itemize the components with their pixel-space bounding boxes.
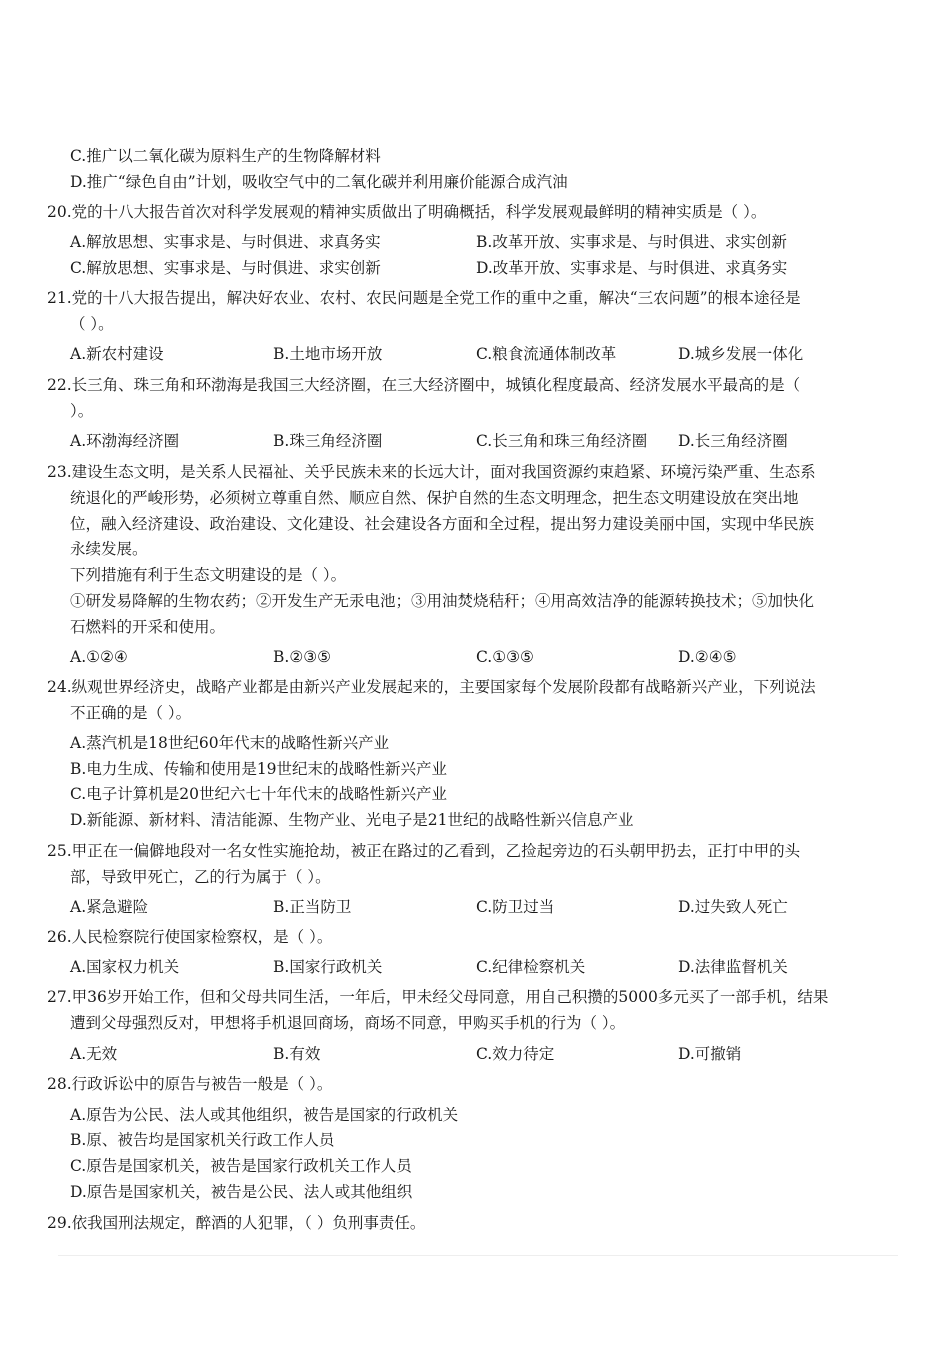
q23-items-line2: 石燃料的开采和使用。 — [70, 618, 226, 636]
q19-option-c: C.推广以二氧化碳为原料生产的生物降解材料 — [70, 147, 381, 165]
q23-stem-line1: 23.建设生态文明，是关系人民福祉、关乎民族未来的长远大计，面对我国资源约束趋紧、环境污染严重、生态系 — [47, 463, 816, 481]
q22-stem-line2: ）。 — [70, 402, 94, 420]
q27-option-b: B.有效 — [273, 1045, 321, 1063]
q25-option-b: B.正当防卫 — [273, 898, 352, 916]
q19-option-d: D.推广“绿色自由”计划，吸收空气中的二氧化碳并利用廉价能源合成汽油 — [70, 173, 568, 191]
q25-option-a: A.紧急避险 — [70, 898, 149, 916]
q28-option-d: D.原告是国家机关，被告是公民、法人或其他组织 — [70, 1183, 413, 1201]
q27-stem-line2: 遭到父母强烈反对，甲想将手机退回商场，商场不同意，甲购买手机的行为（ ）。 — [70, 1014, 626, 1032]
q23-option-a: A.①②④ — [70, 648, 128, 666]
q23-stem-line4: 永续发展。 — [70, 540, 148, 558]
q23-option-d: D.②④⑤ — [678, 648, 737, 666]
q23-option-c: C.①③⑤ — [476, 648, 534, 666]
q24-option-a: A.蒸汽机是18世纪60年代末的战略性新兴产业 — [70, 734, 390, 752]
q28-option-b: B.原、被告均是国家机关行政工作人员 — [70, 1131, 335, 1149]
q25-option-c: C.防卫过当 — [476, 898, 555, 916]
q20-option-a: A.解放思想、实事求是、与时俱进、求真务实 — [70, 233, 381, 251]
q29-stem: 29.依我国刑法规定，醉酒的人犯罪，（ ）负刑事责任。 — [47, 1214, 426, 1232]
q27-option-a: A.无效 — [70, 1045, 118, 1063]
q21-stem-line2: （ ）。 — [70, 315, 114, 333]
q24-stem-line1: 24.纵观世界经济史，战略产业都是由新兴产业发展起来的，主要国家每个发展阶段都有战略新兴产业，下列说法 — [47, 678, 816, 696]
q21-option-b: B.土地市场开放 — [273, 345, 383, 363]
q27-option-c: C.效力待定 — [476, 1045, 555, 1063]
q27-option-d: D.可撤销 — [678, 1045, 742, 1063]
q20-option-d: D.改革开放、实事求是、与时俱进、求真务实 — [476, 259, 788, 277]
q21-stem-line1: 21.党的十八大报告提出，解决好农业、农村、农民问题是全党工作的重中之重，解决“三农问题”的根本途径是 — [47, 289, 801, 307]
q22-option-d: D.长三角经济圈 — [678, 432, 788, 450]
q24-option-d: D.新能源、新材料、清洁能源、生物产业、光电子是21世纪的战略性新兴信息产业 — [70, 811, 634, 829]
q20-stem: 20.党的十八大报告首次对科学发展观的精神实质做出了明确概括，科学发展观最鲜明的精神实质是（ ）。 — [47, 203, 767, 221]
q26-option-b: B.国家行政机关 — [273, 958, 383, 976]
q28-option-a: A.原告为公民、法人或其他组织，被告是国家的行政机关 — [70, 1106, 459, 1124]
q22-stem-line1: 22.长三角、珠三角和环渤海是我国三大经济圈，在三大经济圈中，城镇化程度最高、经济发展水平最高的是（ — [47, 376, 801, 394]
q23-question: 下列措施有利于生态文明建设的是（ ）。 — [70, 566, 347, 584]
q24-option-c: C.电子计算机是20世纪六七十年代末的战略性新兴产业 — [70, 785, 447, 803]
q23-items-line1: ①研发易降解的生物农药；②开发生产无汞电池；③用油焚烧秸秆；④用高效洁净的能源转换技术；⑤加快化 — [70, 592, 815, 610]
q22-option-c: C.长三角和珠三角经济圈 — [476, 432, 648, 450]
q22-option-a: A.环渤海经济圈 — [70, 432, 180, 450]
q25-option-d: D.过失致人死亡 — [678, 898, 788, 916]
q23-option-b: B.②③⑤ — [273, 648, 332, 666]
page-bottom-divider — [58, 1255, 898, 1256]
q22-option-b: B.珠三角经济圈 — [273, 432, 383, 450]
q21-option-a: A.新农村建设 — [70, 345, 164, 363]
q24-stem-line2: 不正确的是（ ）。 — [70, 704, 192, 722]
q23-stem-line2: 统退化的严峻形势，必须树立尊重自然、顺应自然、保护自然的生态文明理念，把生态文明建设放在突出地 — [70, 489, 799, 507]
q26-option-d: D.法律监督机关 — [678, 958, 788, 976]
q28-stem: 28.行政诉讼中的原告与被告一般是（ ）。 — [47, 1075, 333, 1093]
q21-option-c: C.粮食流通体制改革 — [476, 345, 617, 363]
q24-option-b: B.电力生成、传输和使用是19世纪末的战略性新兴产业 — [70, 760, 448, 778]
q23-stem-line3: 位，融入经济建设、政治建设、文化建设、社会建设各方面和全过程，提出努力建设美丽中国，实现中华民族 — [70, 515, 815, 533]
q26-option-a: A.国家权力机关 — [70, 958, 180, 976]
q21-option-d: D.城乡发展一体化 — [678, 345, 804, 363]
q20-option-b: B.改革开放、实事求是、与时俱进、求实创新 — [476, 233, 787, 251]
q20-option-c: C.解放思想、实事求是、与时俱进、求实创新 — [70, 259, 381, 277]
q26-option-c: C.纪律检察机关 — [476, 958, 586, 976]
q28-option-c: C.原告是国家机关，被告是国家行政机关工作人员 — [70, 1157, 412, 1175]
q25-stem-line1: 25.甲正在一偏僻地段对一名女性实施抢劫，被正在路过的乙看到，乙捡起旁边的石头朝甲扔去，正打中甲的头 — [47, 842, 801, 860]
q27-stem-line1: 27.甲36岁开始工作，但和父母共同生活，一年后，甲未经父母同意，用自己积攒的5000多元买了一部手机，结果 — [47, 988, 829, 1006]
q26-stem: 26.人民检察院行使国家检察权，是（ ）。 — [47, 928, 333, 946]
q25-stem-line2: 部，导致甲死亡，乙的行为属于（ ）。 — [70, 868, 331, 886]
